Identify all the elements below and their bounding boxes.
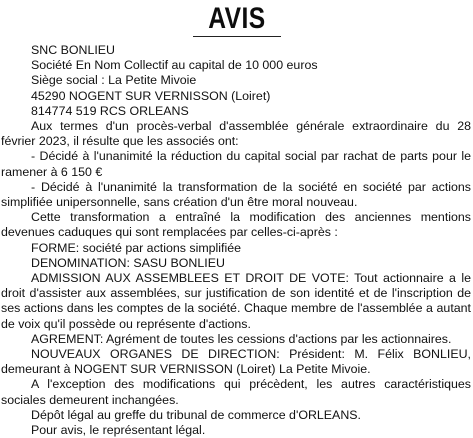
company-form-capital: Société En Nom Collectif au capital de 10 000 euros [31, 58, 318, 73]
notice-body [1, 43, 471, 438]
title-underline [193, 36, 281, 37]
paragraph-approval: AGREMENT: Agrément de toutes les cessions d'actions par les actionnaires. [31, 331, 452, 346]
paragraph-unchanged: A l'exception des modifications qui précèdent, les autres caractéristiques sociales demeurent inchangées. [1, 377, 471, 407]
paragraph-legal-deposit: Dépôt légal au greffe du tribunal de commerce d'ORLEANS. [31, 407, 361, 422]
paragraph-modifications: Cette transformation a entraîné la modification des anciennes mentions devenues caduques qui sont remplacées par celles-ci-après : [1, 210, 471, 240]
paragraph-management: NOUVEAUX ORGANES DE DIRECTION: Président: M. Félix BONLIEU, demeurant à NOGENT SUR VERNISSON (Loiret) La Petite Mivoie. [1, 347, 471, 377]
paragraph-form: FORME: société par actions simplifiée [31, 240, 242, 255]
notice-heading [0, 0, 473, 34]
paragraph-voting-rights: ADMISSION AUX ASSEMBLEES ET DROIT DE VOTE: Tout actionnaire a le droit d'assister aux assemblées, sur justification de son identité et de l'inscription de ses actions dans les comptes de la société. Chaque membre de l'assemblée a autant de voix qu'il possède ou représente d'actions. [1, 271, 471, 331]
notice-title: AVIS [207, 2, 266, 35]
paragraph-assembly-decision: Aux termes d'un procès-verbal d'assemblée générale extraordinaire du 28 février 2023, il résulte que les associés ont: [1, 119, 471, 149]
office-address: 45290 NOGENT SUR VERNISSON (Loiret) [31, 88, 271, 103]
company-name: SNC BONLIEU [31, 43, 115, 57]
paragraph-denomination: DENOMINATION: SASU BONLIEU [31, 255, 225, 270]
paragraph-capital-reduction: - Décidé à l'unanimité la réduction du capital social par rachat de parts pour le ramener à 6 150 € [1, 149, 471, 179]
rcs-number: 814774 519 RCS ORLEANS [31, 103, 189, 118]
paragraph-signature: Pour avis, le représentant légal. [31, 423, 206, 438]
paragraph-transformation: - Décidé à l'unanimité la transformation de la société en société par actions simplifiée unipersonnelle, sans création d'un être moral nouveau. [1, 179, 471, 210]
registered-office: Siège social : La Petite Mivoie [31, 73, 197, 88]
